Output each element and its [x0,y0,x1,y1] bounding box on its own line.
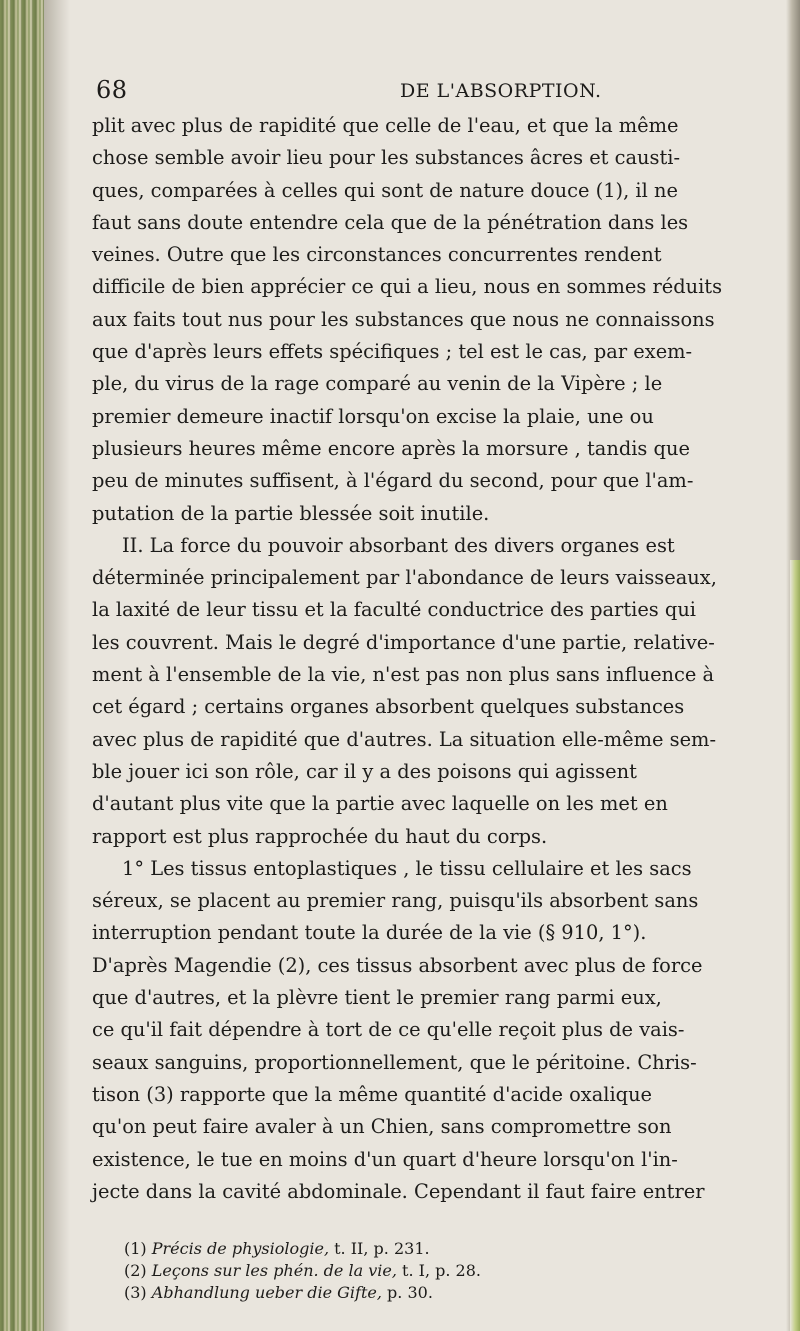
text-line: D'après Magendie (2), ces tissus absorbent avec plus de force [92,953,703,977]
text-line: aux faits tout nus pour les substances que nous ne connaissons [92,307,715,331]
page-header [92,72,772,110]
text-line: plusieurs heures même encore après la morsure , tandis que [92,436,690,460]
text-line: interruption pendant toute la durée de la vie (§ 910, 1°). [92,921,647,945]
text-line: faut sans doute entendre cela que de la pénétration dans les [92,210,689,234]
text-line: que d'après leurs effets spécifiques ; tel est le cas, par exem- [92,340,693,364]
text-line: ques, comparées à celles qui sont de nature douce (1), il ne [92,178,678,202]
text-line: ple, du virus de la rage comparé au venin de la Vipère ; le [92,372,663,396]
text-line: 1° Les tissus entoplastiques , le tissu cellulaire et les sacs [122,856,692,880]
text-line: d'autant plus vite que la partie avec laquelle on les met en [92,792,668,816]
text-line: ce qu'il fait dépendre à tort de ce qu'elle reçoit plus de vais- [92,1018,685,1042]
text-line: qu'on peut faire avaler à un Chien, sans compromettre son [92,1115,672,1139]
text-line: jecte dans la cavité abdominale. Cependant il faut faire entrer [92,1179,705,1203]
running-title: DE L'ABSORPTION. [400,80,602,102]
page-number: 68 [96,76,128,104]
footnote [124,1260,772,1282]
footnote-title: Précis de physiologie, [151,1239,330,1259]
text-line: la laxité de leur tissu et la faculté conductrice des parties qui [92,598,697,622]
footnote-ref: t. II, p. 231. [334,1239,430,1259]
footnotes [92,1238,772,1304]
footnote-mark: (2) [124,1261,147,1281]
text-line: plit avec plus de rapidité que celle de l'eau, et que la même [92,114,679,137]
text-line: ment à l'ensemble de la vie, n'est pas non plus sans influence à [92,663,715,687]
footnote-mark: (1) [124,1239,147,1259]
text-line: veines. Outre que les circonstances concurrentes rendent [92,243,662,267]
text-line: difficile de bien apprécier ce qui a lieu, nous en sommes réduits [92,275,723,299]
footnote [124,1238,772,1260]
text-line: premier demeure inactif lorsqu'on excise la plaie, une ou [92,404,654,428]
text-line: tison (3) rapporte que la même quantité d'acide oxalique [92,1082,653,1106]
gutter-shadow [44,0,70,1331]
text-line: séreux, se placent au premier rang, puisqu'ils absorbent sans [92,889,699,913]
page-content [92,72,772,1304]
footnote [124,1282,772,1304]
text-line: avec plus de rapidité que d'autres. La situation elle-même sem- [92,727,716,751]
text-line: cet égard ; certains organes absorbent quelques substances [92,695,685,719]
body-text [92,110,772,1208]
text-line: putation de la partie blessée soit inutile. [92,501,490,525]
text-line: les couvrent. Mais le degré d'importance d'une partie, relative- [92,630,715,654]
text-line: déterminée principalement par l'abondance de leurs vaisseaux, [92,566,717,590]
page-edge-lower [790,560,800,1331]
text-line: seaux sanguins, proportionnellement, que le péritoine. Chris- [92,1050,697,1074]
text-line: chose semble avoir lieu pour les substances âcres et causti- [92,146,681,170]
footnote-title: Leçons sur les phén. de la vie, [151,1261,397,1281]
footnote-ref: p. 30. [387,1283,433,1303]
text-line: existence, le tue en moins d'un quart d'heure lorsqu'on l'in- [92,1147,678,1171]
footnote-mark: (3) [124,1283,147,1303]
text-line: II. La force du pouvoir absorbant des divers organes est [122,533,675,557]
text-line: rapport est plus rapprochée du haut du corps. [92,824,548,848]
text-line: peu de minutes suffisent, à l'égard du second, pour que l'am- [92,469,694,493]
footnote-ref: t. I, p. 28. [402,1261,481,1281]
book-binding-edge [0,0,44,1331]
text-line: ble jouer ici son rôle, car il y a des poisons qui agissent [92,759,637,783]
text-line: que d'autres, et la plèvre tient le premier rang parmi eux, [92,986,662,1010]
footnote-title: Abhandlung ueber die Gifte, [151,1283,382,1303]
